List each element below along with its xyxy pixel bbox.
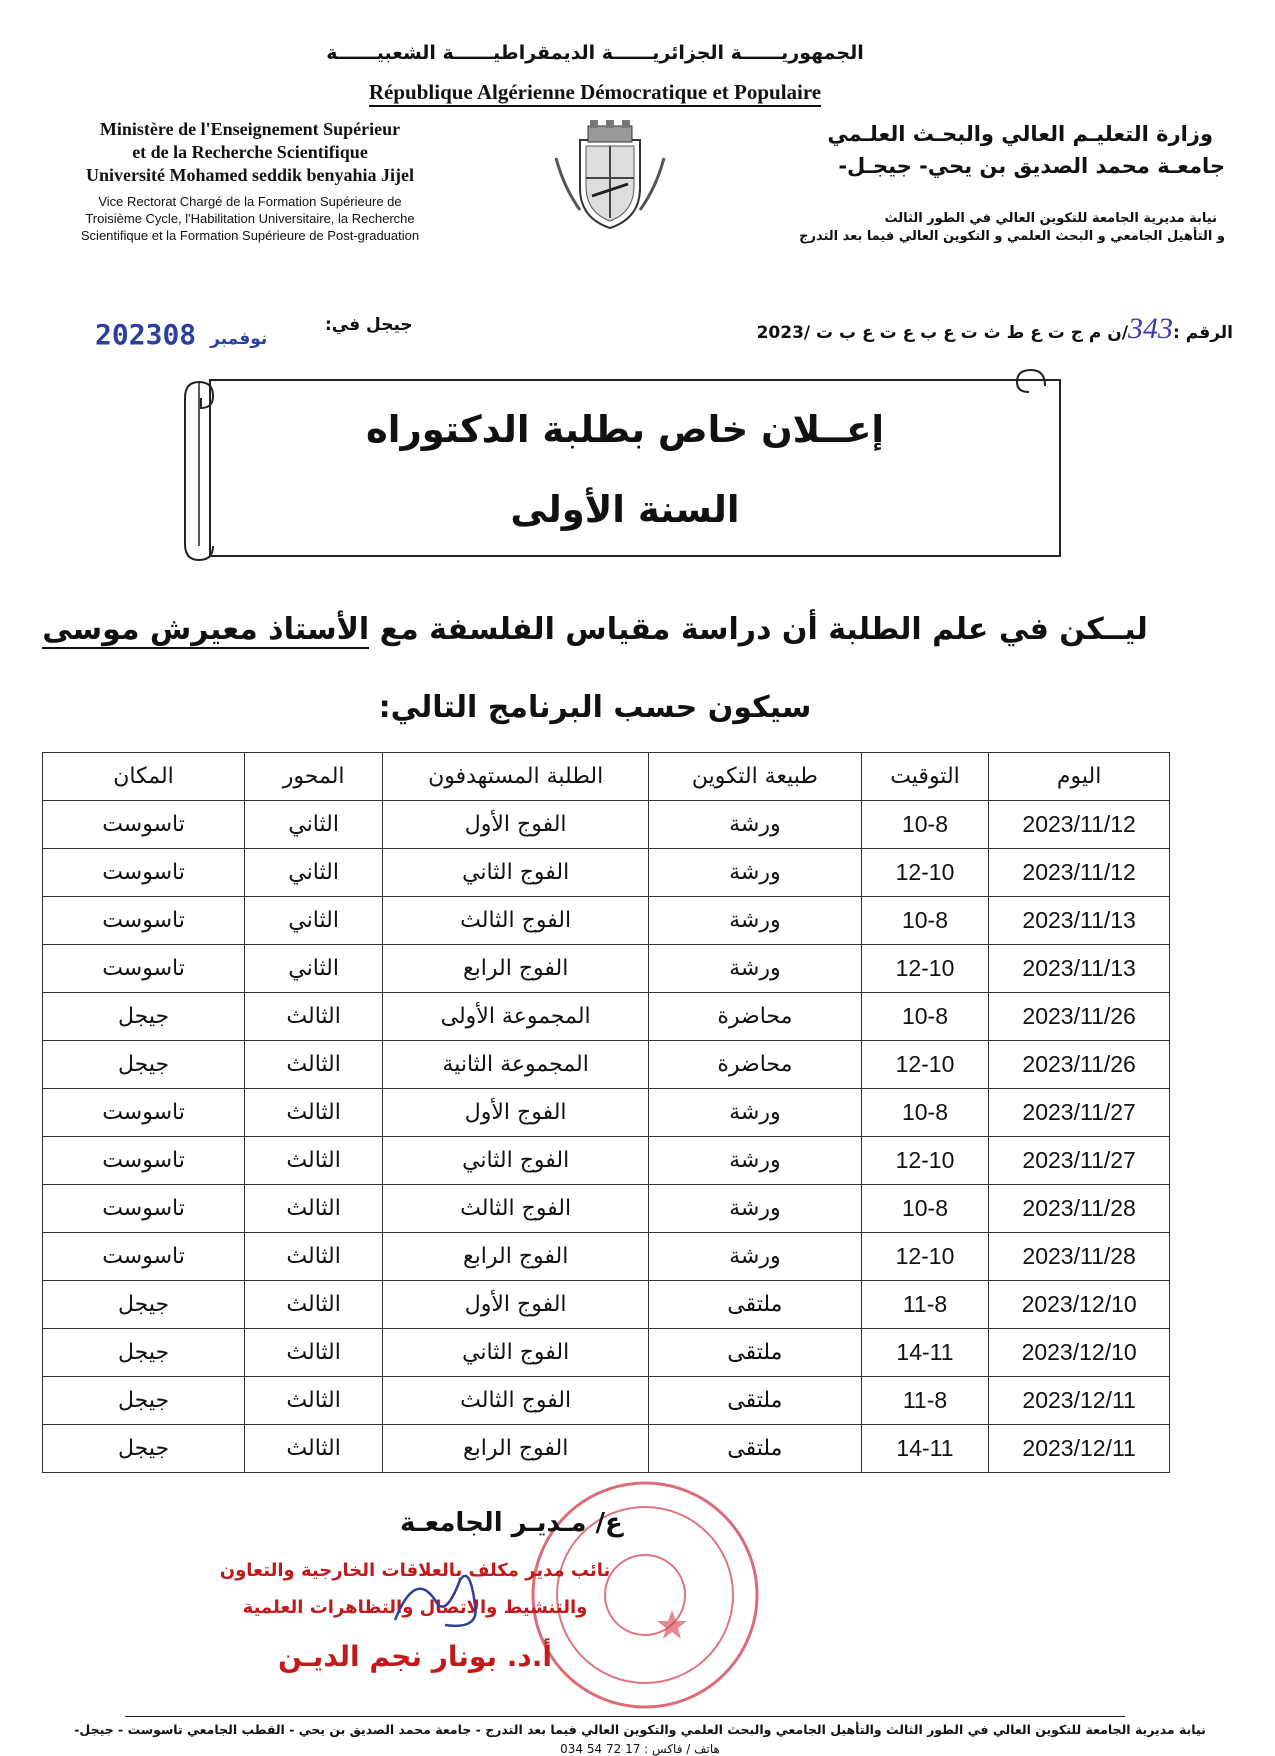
cell-target-students: الفوج الثاني <box>383 1137 649 1185</box>
table-row <box>43 1377 1170 1425</box>
cell-location: جيجل <box>43 1377 245 1425</box>
header-target-students: الطلبة المستهدفون <box>383 753 649 801</box>
cell-axis: الثاني <box>245 897 383 945</box>
cell-day: 2023/11/28 <box>989 1185 1170 1233</box>
notice-line-1 <box>40 612 1150 647</box>
reference-label: الرقم : <box>1173 323 1233 343</box>
cell-day: 2023/11/26 <box>989 993 1170 1041</box>
cell-axis: الثالث <box>245 1185 383 1233</box>
cell-day: 2023/11/28 <box>989 1233 1170 1281</box>
cell-axis: الثالث <box>245 1329 383 1377</box>
cell-target-students: الفوج الثاني <box>383 1329 649 1377</box>
cell-axis: الثالث <box>245 1281 383 1329</box>
cell-axis: الثالث <box>245 1041 383 1089</box>
university-french: Université Mohamed seddik benyahia Jijel <box>85 165 414 185</box>
cell-target-students: الفوج الرابع <box>383 1425 649 1473</box>
header-location: المكان <box>43 753 245 801</box>
professor-name: الأستاذ معيرش موسى <box>42 612 370 647</box>
table-row <box>43 1329 1170 1377</box>
cell-target-students: الفوج الرابع <box>383 1233 649 1281</box>
signature-role-1: نائب مدير مكلف بالعلاقات الخارجية والتعاون <box>219 1560 611 1581</box>
cell-time: 12-10 <box>861 849 989 897</box>
university-emblem-icon <box>550 118 670 233</box>
cell-location: تاسوست <box>43 1089 245 1137</box>
cell-target-students: الفوج الثالث <box>383 1185 649 1233</box>
cell-time: 11-8 <box>861 1281 989 1329</box>
cell-location: تاسوست <box>43 1137 245 1185</box>
footer-phone: هاتف / فاكس : 17 72 54 034 <box>560 1742 720 1756</box>
republic-french: République Algérienne Démocratique et Populaire <box>300 80 890 105</box>
cell-training-type: ورشة <box>649 801 862 849</box>
cell-training-type: ورشة <box>649 1233 862 1281</box>
cell-target-students: الفوج الرابع <box>383 945 649 993</box>
signature-role-2: والتنشيط والاتصال والتظاهرات العلمية <box>242 1597 588 1618</box>
cell-axis: الثاني <box>245 945 383 993</box>
city-date-label: جيجل في: <box>325 315 413 335</box>
signature-title: ع/ مـديـر الجامعـة <box>400 1508 623 1538</box>
header-left-french <box>50 118 450 244</box>
notice-line-2: سيكون حسب البرنامج التالي: <box>378 690 812 725</box>
cell-location: جيجل <box>43 1281 245 1329</box>
schedule-table <box>42 752 1170 1473</box>
vice-rectorat-arabic-1: نيابة مديرية الجامعة للتكوين العالي في الطور الثالث <box>884 211 1217 226</box>
cell-day: 2023/12/10 <box>989 1329 1170 1377</box>
cell-target-students: الفوج الثاني <box>383 849 649 897</box>
cell-day: 2023/11/27 <box>989 1137 1170 1185</box>
vice-rectorat-french-3: Scientifique et la Formation Supérieure de Post-graduation <box>80 228 420 243</box>
cell-time: 12-10 <box>861 1233 989 1281</box>
cell-training-type: ملتقى <box>649 1281 862 1329</box>
cell-training-type: ملتقى <box>649 1377 862 1425</box>
cell-training-type: ملتقى <box>649 1329 862 1377</box>
cell-location: جيجل <box>43 1425 245 1473</box>
cell-training-type: ورشة <box>649 849 862 897</box>
cell-day: 2023/12/10 <box>989 1281 1170 1329</box>
cell-location: تاسوست <box>43 1233 245 1281</box>
table-header-row <box>43 753 1170 801</box>
cell-day: 2023/11/13 <box>989 897 1170 945</box>
ministry-french-2: et de la Recherche Scientifique <box>132 142 368 162</box>
reference-code: /ن م ج ت ع ط ث ت ع ب ع ت ع ب ت /2023 <box>756 323 1129 343</box>
cell-target-students: الفوج الثالث <box>383 897 649 945</box>
cell-day: 2023/11/27 <box>989 1089 1170 1137</box>
cell-axis: الثالث <box>245 1425 383 1473</box>
cell-location: جيجل <box>43 1329 245 1377</box>
cell-day: 2023/12/11 <box>989 1425 1170 1473</box>
ministry-french-1: Ministère de l'Enseignement Supérieur <box>99 119 401 139</box>
cell-training-type: ورشة <box>649 945 862 993</box>
announcement-banner <box>210 400 1040 540</box>
cell-time: 14-11 <box>861 1425 989 1473</box>
cell-time: 11-8 <box>861 1377 989 1425</box>
cell-location: تاسوست <box>43 1185 245 1233</box>
cell-day: 2023/11/12 <box>989 849 1170 897</box>
cell-time: 10-8 <box>861 897 989 945</box>
cell-axis: الثالث <box>245 993 383 1041</box>
header-day: اليوم <box>989 753 1170 801</box>
cell-axis: الثالث <box>245 1233 383 1281</box>
cell-axis: الثاني <box>245 801 383 849</box>
cell-time: 10-8 <box>861 1089 989 1137</box>
cell-training-type: ورشة <box>649 1185 862 1233</box>
header-time: التوقيت <box>861 753 989 801</box>
table-row <box>43 1137 1170 1185</box>
cell-time: 12-10 <box>861 1041 989 1089</box>
cell-time: 10-8 <box>861 1185 989 1233</box>
cell-axis: الثالث <box>245 1137 383 1185</box>
cell-target-students: الفوج الأول <box>383 1089 649 1137</box>
header-right-arabic <box>795 118 1225 246</box>
cell-target-students: الفوج الثالث <box>383 1377 649 1425</box>
reference-number-line <box>757 312 1233 346</box>
republic-arabic: الجمهوريــــــة الجزائريــــــة الديمقراطيــــــة الشعبيــــــة <box>326 42 864 64</box>
university-arabic: جامعـة محمد الصديق بن يحي- جيجـل- <box>838 154 1225 178</box>
reference-number: 343 <box>1128 312 1174 345</box>
cell-day: 2023/11/12 <box>989 801 1170 849</box>
stamp-month: نوفمبر <box>210 329 268 349</box>
cell-day: 2023/12/11 <box>989 1377 1170 1425</box>
vice-rectorat-french-2: Troisième Cycle, l'Habilitation Universitaire, la Recherche <box>85 211 415 226</box>
cell-location: تاسوست <box>43 849 245 897</box>
table-row <box>43 801 1170 849</box>
table-row <box>43 993 1170 1041</box>
cell-time: 12-10 <box>861 1137 989 1185</box>
cell-axis: الثالث <box>245 1377 383 1425</box>
stamp-day: 08 <box>162 318 197 351</box>
table-row <box>43 849 1170 897</box>
table-row <box>43 897 1170 945</box>
cell-training-type: محاضرة <box>649 1041 862 1089</box>
table-row <box>43 1281 1170 1329</box>
cell-training-type: محاضرة <box>649 993 862 1041</box>
banner-title-1: إعــلان خاص بطلبة الدكتوراه <box>365 408 885 451</box>
table-row <box>43 1041 1170 1089</box>
footer-address: نيابة مديرية الجامعة للتكوين العالي في الطور الثالث والتأهيل الجامعي والبحث العلمي والتكوين العالي فيما بعد التدرج - جامعة محمد الصديق بن يحي - القطب الجامعي تاسوست - جيجل- <box>74 1722 1206 1737</box>
cell-day: 2023/11/26 <box>989 1041 1170 1089</box>
cell-location: تاسوست <box>43 945 245 993</box>
cell-target-students: الفوج الأول <box>383 801 649 849</box>
header-axis: المحور <box>245 753 383 801</box>
notice-text: ليــكن في علم الطلبة أن دراسة مقياس الفلسفة مع <box>369 612 1148 647</box>
date-stamp <box>95 318 281 351</box>
cell-day: 2023/11/13 <box>989 945 1170 993</box>
cell-axis: الثاني <box>245 849 383 897</box>
banner-title-2: السنة الأولى <box>510 488 740 531</box>
cell-time: 14-11 <box>861 1329 989 1377</box>
table-row <box>43 1233 1170 1281</box>
table-row <box>43 945 1170 993</box>
table-row <box>43 1185 1170 1233</box>
cell-target-students: الفوج الأول <box>383 1281 649 1329</box>
table-row <box>43 1089 1170 1137</box>
cell-time: 10-8 <box>861 993 989 1041</box>
cell-training-type: ورشة <box>649 1137 862 1185</box>
ministry-arabic: وزارة التعليـم العالي والبحـث العلـمي <box>827 122 1213 146</box>
signatory-name: أ.د. بونار نجم الديـن <box>278 1640 552 1673</box>
footer-divider <box>125 1716 1125 1717</box>
header-training-type: طبيعة التكوين <box>649 753 862 801</box>
cell-location: جيجل <box>43 993 245 1041</box>
cell-training-type: ملتقى <box>649 1425 862 1473</box>
cell-time: 10-8 <box>861 801 989 849</box>
cell-time: 12-10 <box>861 945 989 993</box>
cell-location: تاسوست <box>43 897 245 945</box>
vice-rectorat-arabic-2: و التأهيل الجامعي و البحث العلمي و التكوين العالي فيما بعد التدرج <box>799 229 1225 244</box>
stamp-year: 2023 <box>95 318 163 351</box>
cell-training-type: ورشة <box>649 897 862 945</box>
cell-target-students: المجموعة الأولى <box>383 993 649 1041</box>
cell-location: جيجل <box>43 1041 245 1089</box>
cell-training-type: ورشة <box>649 1089 862 1137</box>
vice-rectorat-french-1: Vice Rectorat Chargé de la Formation Supérieure de <box>98 194 402 209</box>
cell-location: تاسوست <box>43 801 245 849</box>
table-row <box>43 1425 1170 1473</box>
handwritten-signature-icon <box>385 1560 495 1644</box>
cell-axis: الثالث <box>245 1089 383 1137</box>
cell-target-students: المجموعة الثانية <box>383 1041 649 1089</box>
